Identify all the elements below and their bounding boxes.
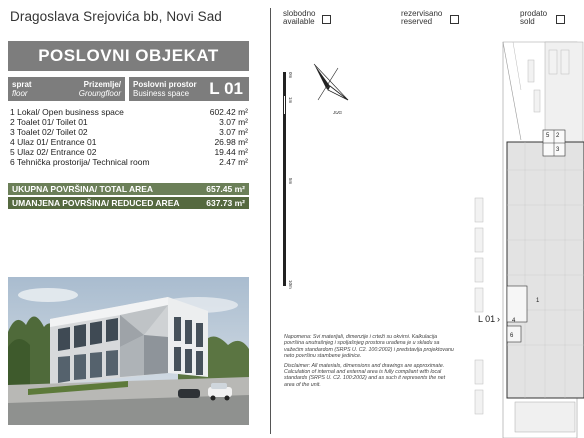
sold-checkbox <box>556 15 565 24</box>
room-label-1: 1 <box>536 298 540 304</box>
room-name: 3 Toalet 02/ Toilet 02 <box>10 127 88 137</box>
room-row <box>10 107 248 117</box>
north-arrow-label: JUG <box>333 110 342 115</box>
legend-reserved-en: reserved <box>401 17 433 26</box>
address: Dragoslava Srejovića bb, Novi Sad <box>10 9 222 24</box>
reduced-area-label: UMANJENA POVRŠINA/ REDUCED AREA <box>12 198 180 208</box>
page-title: POSLOVNI OBJEKAT <box>8 41 249 71</box>
floor-info <box>8 77 125 101</box>
room-area: 26.98 m² <box>214 137 248 147</box>
space-code: L 01 <box>209 79 243 98</box>
note-en: Disclaimer: All materials, dimensions and drawings are approximate. Calculation of internal and external area is fully compliant with local standards (SRPS U. C2. 100:2002) and as such it represents the net area of the unit. <box>284 362 446 388</box>
legend-reserved-sr: rezervisano <box>401 9 443 18</box>
note-sr: Napomena: Svi materijali, dimenzije i crteži su okvirni. Kalkulacija površina unutrašnjeg i spoljašnjeg prostora urađena je u skladu sa važećim standardom (SRPS U. C2. 100:2002) i predstavlja projektovanu neto površinu stambene jedinice. <box>284 334 454 360</box>
room-row <box>10 147 248 157</box>
entrance-arrow-icon: › <box>497 314 500 324</box>
panel-divider <box>270 8 271 434</box>
floor-plan <box>455 30 584 438</box>
floor-value-en: Groungfloor <box>78 89 121 98</box>
scale-label-1: 1m <box>288 97 293 104</box>
room-label-3: 3 <box>556 147 560 153</box>
floor-label: sprat <box>12 80 32 89</box>
legend-reserved <box>401 10 442 26</box>
room-label-6: 6 <box>510 333 514 339</box>
legend-available <box>283 10 315 26</box>
reduced-area-bar <box>8 197 249 209</box>
total-area-label: UKUPNA POVRŠINA/ TOTAL AREA <box>12 184 154 194</box>
disclaimer <box>284 334 456 391</box>
total-area-value: 657.45 m² <box>206 184 245 194</box>
room-label-4: 4 <box>512 318 516 324</box>
room-area: 3.07 m² <box>219 117 248 127</box>
room-name: 4 Ulaz 01/ Entrance 01 <box>10 137 97 147</box>
scale-bar-gap <box>284 96 285 114</box>
room-row <box>10 117 248 127</box>
room-area: 19.44 m² <box>214 147 248 157</box>
room-area: 2.47 m² <box>219 157 248 167</box>
reserved-checkbox <box>450 15 459 24</box>
legend-available-sr: slobodno <box>283 9 316 18</box>
room-label-2: 2 <box>556 133 560 139</box>
legend-sold <box>520 10 547 26</box>
room-row <box>10 157 248 167</box>
legend-sold-sr: prodato <box>520 9 548 18</box>
scale-label-10: 10m <box>288 280 293 289</box>
space-info <box>129 77 249 101</box>
building-photo <box>8 277 249 425</box>
plan-unit-label: L 01 <box>478 314 496 324</box>
room-name: 2 Toalet 01/ Toilet 01 <box>10 117 88 127</box>
available-checkbox <box>322 15 331 24</box>
room-name: 5 Ulaz 02/ Entrance 02 <box>10 147 97 157</box>
reduced-area-value: 637.73 m² <box>206 198 245 208</box>
room-area: 3.07 m² <box>219 127 248 137</box>
space-label: Poslovni prostor <box>133 80 197 89</box>
floor-value: Prizemlje/ <box>83 80 121 89</box>
legend-available-en: available <box>283 17 315 26</box>
north-arrow-icon <box>308 60 352 106</box>
scale-label-5: 5m <box>288 178 293 185</box>
room-name: 1 Lokal/ Open business space <box>10 107 124 117</box>
room-label-5: 5 <box>546 133 550 139</box>
room-row <box>10 137 248 147</box>
floor-label-en: floor <box>12 89 28 98</box>
legend-sold-en: sold <box>520 17 535 26</box>
space-label-en: Business space <box>133 89 190 98</box>
room-name: 6 Tehnička prostorija/ Technical room <box>10 157 150 167</box>
total-area-bar <box>8 183 249 195</box>
room-row <box>10 127 248 137</box>
scale-label-0: 0m <box>288 72 293 79</box>
room-area: 602.42 m² <box>209 107 248 117</box>
